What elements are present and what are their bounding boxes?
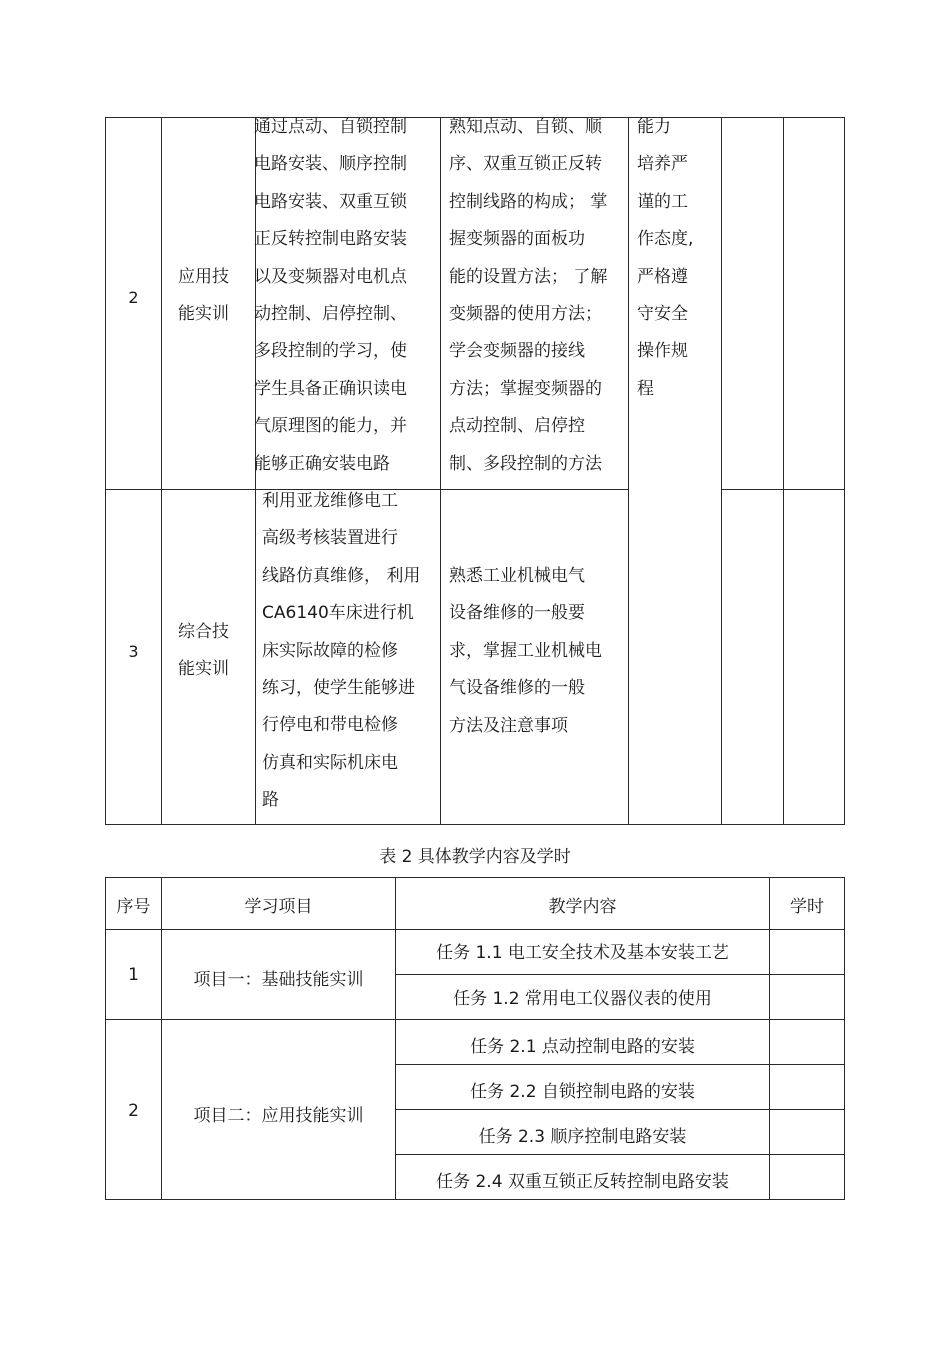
row-index: 3 [128,642,139,661]
task-item: 任务 2.2 自锁控制电路的安装 [470,1082,695,1102]
table2-header-divider [105,929,845,930]
content-line: 电路安装、双重互锁 [254,191,407,212]
category-line: 应用技 [178,267,229,287]
quality-line: 作态度, [637,229,694,250]
content-line: 利用亚龙维修电工 [262,491,398,511]
knowledge-line: 能的设置方法； 了解 [449,266,608,287]
quality-line: 谨的工 [637,191,688,212]
content-line: 高级考核装置进行 [262,528,398,549]
quality-line: 守安全 [637,304,688,325]
table2-task-divider [395,1064,845,1065]
table2-task-divider [395,974,845,975]
knowledge-line: 设备维修的一般要 [449,603,585,624]
content-line: 行停电和带电检修 [262,715,398,736]
content-line: 学生具备正确识读电 [254,378,407,399]
content-line: 仿真和实际机床电 [262,752,398,773]
table1-col-border [105,117,106,825]
category-line: 能实训 [178,659,229,680]
task-item: 任务 1.2 常用电工仪器仪表的使用 [453,989,712,1009]
task-item: 任务 2.3 顺序控制电路安装 [478,1127,687,1147]
content-line: CA6140车床进行机 [262,603,414,624]
knowledge-line: 序、双重互锁正反转 [449,154,602,175]
knowledge-line: 求，掌握工业机械电 [449,640,602,661]
quality-line: 严格遵 [637,266,688,287]
knowledge-line: 气设备维修的一般 [449,678,585,699]
knowledge-line: 握变频器的面板功 [449,229,585,250]
task-item: 任务 2.1 点动控制电路的安装 [470,1037,695,1057]
quality-line: 操作规 [637,341,688,362]
row-category [178,259,229,334]
quality-line: 培养严 [637,154,688,175]
content-line: 通过点动、自锁控制 [254,117,407,137]
knowledge-line: 变频器的使用方法； [449,304,602,325]
row-content [254,109,407,483]
knowledge-line: 控制线路的构成； 掌 [449,191,608,212]
table2-col-border [769,877,770,1200]
table2-top-border [105,877,845,878]
knowledge-line: 学会变频器的接线 [449,341,585,362]
table2-col-border [844,877,845,1200]
group-index: 2 [128,1101,139,1121]
task-item: 任务 1.1 电工安全技术及基本安装工艺 [436,943,729,963]
task-item: 任务 2.4 双重互锁正反转控制电路安装 [436,1172,729,1192]
knowledge-line: 熟知点动、自锁、顺 [449,117,602,137]
table1-bottom-border [105,824,845,825]
content-line: 气原理图的能力，并 [254,416,407,437]
content-line: 正反转控制电路安装 [254,229,407,250]
table1-col-border [440,117,441,825]
content-line: 能够正确安装电路 [254,453,390,474]
content-line: 以及变频器对电机点 [254,266,407,287]
content-line: 床实际故障的检修 [262,640,398,661]
knowledge-line: 熟悉工业机械电气 [449,566,585,586]
knowledge-line: 方法及注意事项 [449,715,568,736]
knowledge-line: 点动控制、启停控 [449,416,585,437]
group-index: 1 [128,965,139,985]
category-line: 能实训 [178,304,229,325]
table2-bottom-border [105,1199,845,1200]
table1-col-border [628,117,629,825]
header-content: 教学内容 [548,897,617,917]
group-project: 项目二：应用技能实训 [193,1106,364,1126]
quality-line: 程 [637,378,654,399]
header-index: 序号 [116,897,151,917]
content-line: 电路安装、顺序控制 [254,154,407,175]
category-line: 综合技 [178,622,229,642]
table1-col-border [721,117,722,825]
table1-col-border [783,117,784,825]
content-line: 线路仿真维修， 利用 [262,565,421,586]
table2-col-border [161,877,162,1200]
row-index: 2 [128,288,139,307]
row-category [178,614,229,689]
quality-requirement [637,109,693,408]
table2-caption: 表 2 具体教学内容及学时 [379,847,571,867]
row-knowledge [449,109,607,483]
row-knowledge [449,558,602,745]
table2-task-divider [395,1109,845,1110]
table2-group-divider [105,1019,845,1020]
content-line: 动控制、启停控制、 [254,304,407,325]
content-line: 路 [262,790,279,811]
quality-line: 能力 [637,117,671,137]
table2-col-border [105,877,106,1200]
table1-col-border [844,117,845,825]
content-line: 多段控制的学习，使 [254,341,407,362]
knowledge-line: 方法；掌握变频器的 [449,378,602,399]
table2-task-divider [395,1154,845,1155]
group-project: 项目一：基础技能实训 [193,970,364,990]
row-content [262,483,420,820]
header-hours: 学时 [790,897,824,917]
content-line: 练习，使学生能够进 [262,678,415,699]
table1-col-border [161,117,162,825]
header-project: 学习项目 [244,897,313,917]
knowledge-line: 制、多段控制的方法 [449,453,602,474]
